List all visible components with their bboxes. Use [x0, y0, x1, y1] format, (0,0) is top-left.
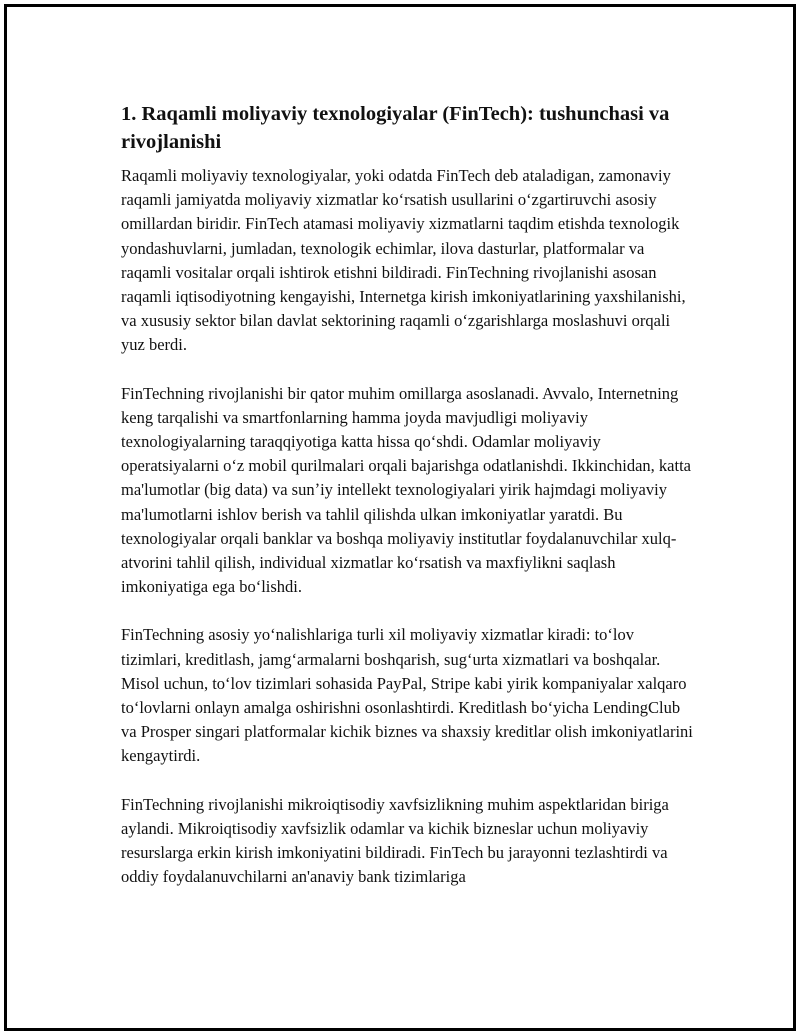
paragraph-micro-security: FinTechning rivojlanishi mikroiqtisodiy xavfsizlikning muhim aspektlaridan biriga aylandi. Mikroiqtisodiy xavfsizlik odamlar va kichik bizneslar uchun moliyaviy resurslarga erkin kirish imkoniyatini bildiradi. FinTech bu jarayonni tezlashtirdi va oddiy foydalanuvchilarni an'anaviy bank tizimlariga — [121, 794, 669, 887]
paragraph-main-directions: FinTechning asosiy yoʻnalishlariga turli xil moliyaviy xizmatlar kiradi: toʻlov tizimlari, kreditlash, jamgʻarmalarni boshqarish, sugʻurta xizmatlari va boshqalar. Misol uchun, toʻlov tizimlari sohasida PayPal, Stripe kabi yirik kompaniyalar xalqaro toʻlovlarni onlayn amalga oshirishni osonlashtirdi. Kreditlash boʻyicha LendingClub va Prosper singari platformalar kichik biznes va shaxsiy kreditlar olish imkoniyatlarini kengaytirdi. — [121, 625, 693, 766]
document-body — [121, 100, 693, 913]
page-frame — [4, 4, 796, 1031]
paragraph-definition: Raqamli moliyaviy texnologiyalar, yoki odatda FinTech deb ataladigan, zamonaviy raqamli jamiyatda moliyaviy xizmatlar koʻrsatish usullarini oʻzgartiruvchi asosiy omillardan biridir. FinTech atamasi moliyaviy xizmatlarni taqdim etishda texnologik yondashuvlarni, jumladan, texnologik echimlar, ilova dasturlar, platformalar va raqamli vositalar orqali ishtirok etishni bildiradi. FinTechning rivojlanishi asosan raqamli iqtisodiyotning kengayishi, Internetga kirish imkoniyatlarining yaxshilanishi, va xususiy sektor bilan davlat sektorining raqamli oʻzgarishlarga moslashuvi orqali yuz berdi. — [121, 166, 686, 355]
paragraph-development-factors: FinTechning rivojlanishi bir qator muhim omillarga asoslanadi. Avvalo, Internetning keng tarqalishi va smartfonlarning hamma joyda mavjudligi moliyaviy texnologiyalarning taraqqiyotiga katta hissa qoʻshdi. Odamlar moliyaviy operatsiyalarni oʻz mobil qurilmalari orqali bajarishga odatlanishdi. Ikkinchidan, katta ma'lumotlar (big data) va sunʼiy intellekt texnologiyalari yirik hajmdagi moliyaviy ma'lumotlarni ishlov berish va tahlil qilishda ulkan imkoniyatlar yaratdi. Bu texnologiyalar orqali banklar va boshqa moliyaviy institutlar foydalanuvchilar xulq-atvorini tahlil qilish, individual xizmatlar koʻrsatish va maxfiylikni saqlash imkoniyatiga ega boʻlishdi. — [121, 383, 691, 597]
section-heading: 1. Raqamli moliyaviy texnologiyalar (FinTech): tushunchasi va rivojlanishi — [121, 103, 670, 153]
